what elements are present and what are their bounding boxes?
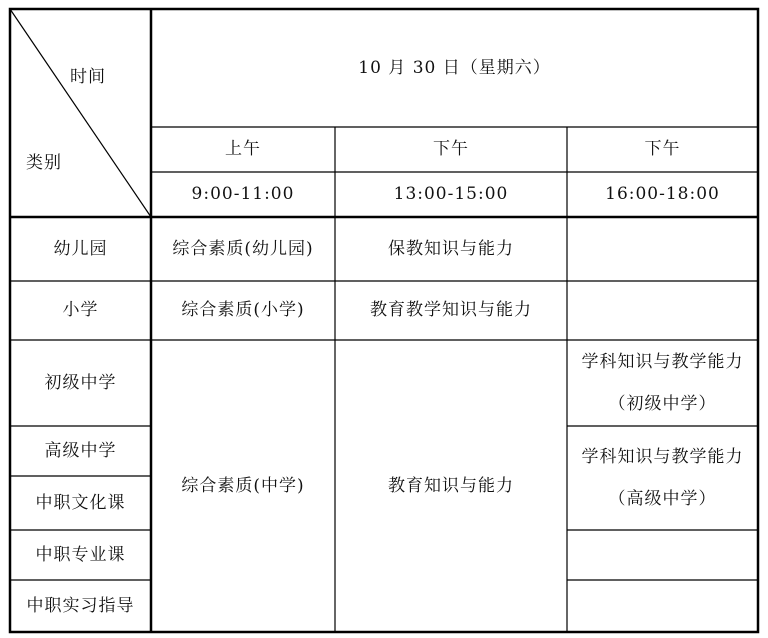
primary-session-2: 教育教学知识与能力: [370, 300, 532, 321]
session-3-time: 16:00-18:00: [605, 184, 720, 205]
vocational-internship-session-3: [567, 580, 758, 632]
kindergarten-session-3: [567, 217, 758, 281]
category-vocational-culture: 中职文化课: [35, 492, 126, 513]
primary-session-1: 综合素质(小学): [181, 300, 305, 321]
kindergarten-session-1: 综合素质(幼儿园): [172, 238, 314, 259]
junior-subject-line-2: （初级中学）: [608, 394, 717, 414]
kindergarten-session-2: 保教知识与能力: [388, 238, 514, 259]
date-text: 10 月 30 日（星期六）: [358, 57, 551, 78]
senior-subject-line-1: 学科知识与教学能力: [581, 446, 744, 467]
session-3-period: 下午: [644, 139, 681, 160]
session-1-period: 上午: [225, 139, 261, 160]
category-senior-high: 高级中学: [44, 440, 117, 461]
category-vocational-major: 中职专业课: [35, 544, 126, 565]
date-header: [151, 9, 758, 127]
middle-school-session-1: 综合素质(中学): [181, 475, 305, 496]
senior-subject-line-2: （高级中学）: [608, 489, 717, 509]
corner-time-label: 时间: [70, 67, 106, 87]
middle-school-session-2: 教育知识与能力: [388, 475, 514, 496]
senior-high-session-3: [567, 426, 758, 530]
junior-high-session-3: [567, 340, 758, 426]
session-2-time: 13:00-15:00: [393, 184, 509, 205]
primary-session-3: [567, 281, 758, 340]
corner-category-label: 类别: [26, 153, 62, 173]
category-primary: 小学: [62, 300, 99, 321]
category-kindergarten: 幼儿园: [53, 238, 108, 259]
vocational-major-session-3: [567, 530, 758, 580]
category-junior-high: 初级中学: [44, 372, 117, 393]
session-2-period: 下午: [433, 139, 469, 160]
category-vocational-internship: 中职实习指导: [26, 595, 135, 616]
session-1-time: 9:00-11:00: [191, 184, 295, 205]
junior-subject-line-1: 学科知识与教学能力: [581, 351, 744, 372]
